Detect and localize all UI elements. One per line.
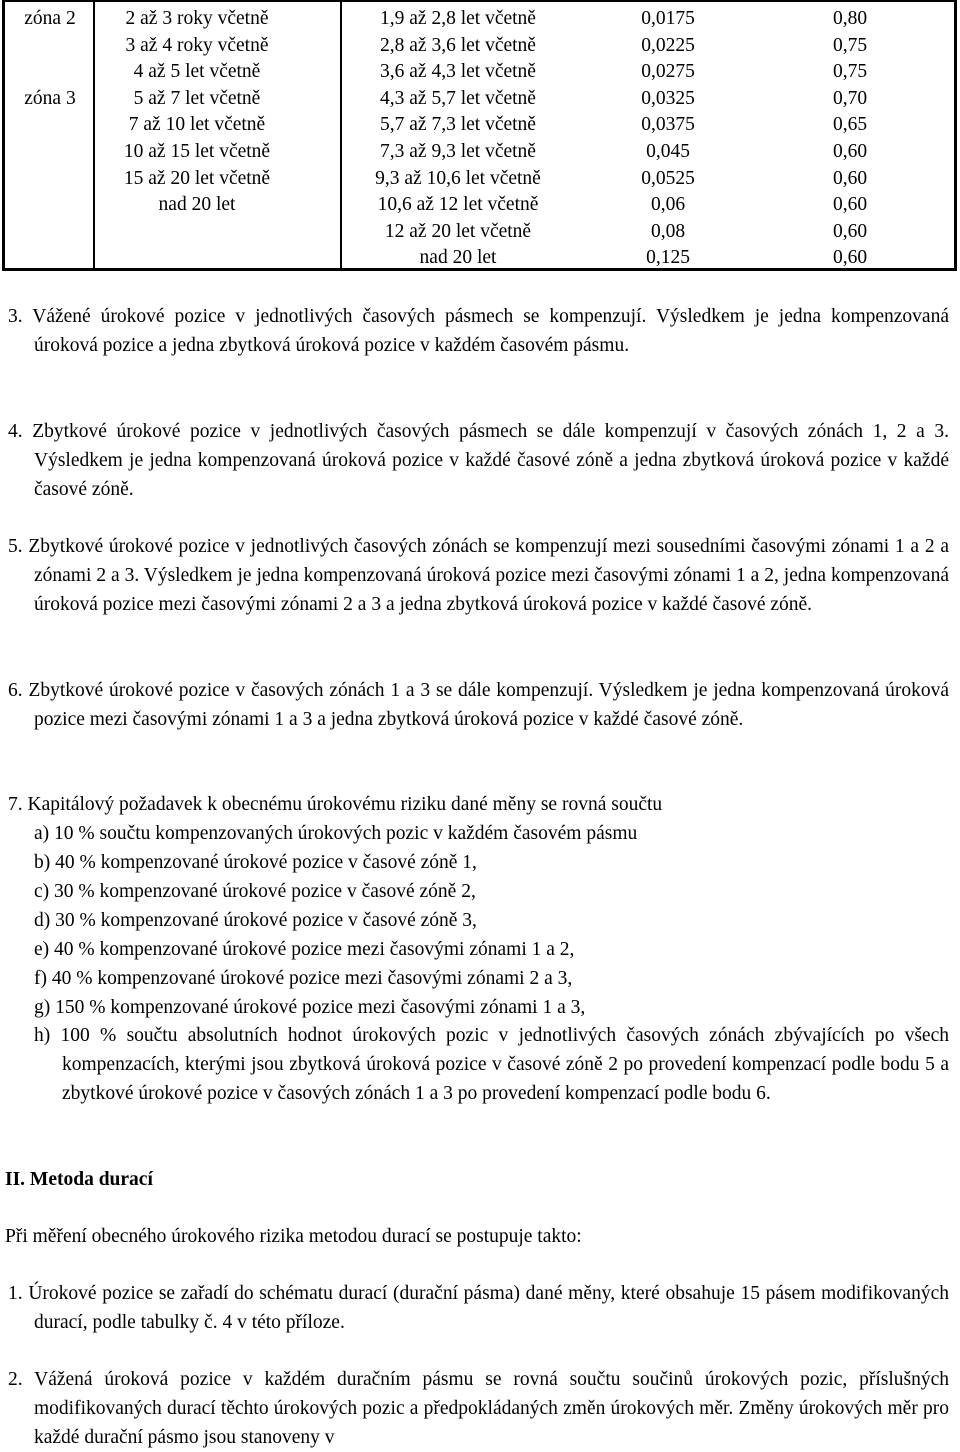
table-cell: 2,8 až 3,6 let včetně — [380, 34, 536, 56]
table-cell: 0,60 — [832, 220, 868, 242]
section-heading: II. Metoda durací — [5, 1169, 153, 1190]
table-cell: 0,60 — [832, 140, 868, 162]
list-item-c: c) 30 % kompenzované úrokové pozice v časové zóně 2, — [34, 881, 476, 902]
table-cell: 0,80 — [832, 8, 868, 29]
table-cell: 9,3 až 10,6 let včetně — [375, 167, 541, 189]
interest-rate-table — [2, 0, 957, 271]
table-cell: 2 až 3 roky včetně — [125, 8, 269, 29]
table-cell: 0,08 — [650, 220, 686, 242]
paragraph-4: 4. Zbytkové úrokové pozice v jednotlivých časových pásmech se dále kompenzují v časových zónách 1, 2 a 3. Výsledkem je jedna kompenzovaná úroková pozice v každé časové zóně a jedna zbytková úroková pozice v každé časové zóně. — [8, 421, 949, 500]
table-cell: 4 až 5 let včetně — [133, 61, 261, 83]
zone-label: zóna 2 — [24, 8, 76, 29]
table-cell: 5,7 až 7,3 let včetně — [380, 114, 536, 136]
table-cell: 0,65 — [832, 114, 868, 136]
table-cell: nad 20 let — [158, 194, 236, 216]
list-item-g: g) 150 % kompenzované úrokové pozice mezi časovými zónami 1 a 3, — [34, 997, 586, 1018]
table-cell: 1,9 až 2,8 let včetně — [380, 8, 536, 29]
duration-paragraph-1: 1. Úrokové pozice se zařadí do schématu durací (durační pásma) dané měny, které obsahuje 15 pásem modifikovaných durací, podle tabulky č. 4 v této příloze. — [8, 1283, 949, 1333]
table-cell: 5 až 7 let včetně — [133, 87, 261, 109]
table-cell: 0,045 — [646, 140, 690, 162]
zone-label: zóna 3 — [24, 88, 76, 109]
table-cell: 0,0275 — [641, 61, 695, 83]
table-cell: 0,125 — [646, 247, 690, 269]
list-item-e: e) 40 % kompenzované úrokové pozice mezi časovými zónami 1 a 2, — [34, 939, 575, 960]
table-cell: 0,0175 — [641, 8, 695, 29]
section-intro: Při měření obecného úrokového rizika metodou durací se postupuje takto: — [5, 1226, 582, 1247]
table-cell: 0,70 — [832, 87, 868, 109]
table-cell: 12 až 20 let včetně — [384, 220, 532, 242]
table-cell: 0,06 — [650, 194, 686, 216]
list-item-f: f) 40 % kompenzované úrokové pozice mezi časovými zónami 2 a 3, — [34, 968, 573, 989]
table-cell: 3,6 až 4,3 let včetně — [380, 61, 536, 83]
table-cell: 0,60 — [832, 247, 868, 269]
table-cell: 7,3 až 9,3 let včetně — [380, 140, 536, 162]
table-cell: 0,75 — [832, 34, 868, 56]
table-cell: 0,75 — [832, 61, 868, 83]
list-item-d: d) 30 % kompenzované úrokové pozice v časové zóně 3, — [34, 910, 477, 931]
table-cell: 0,0375 — [641, 114, 695, 136]
paragraph-3: 3. Vážené úrokové pozice v jednotlivých časových pásmech se kompenzují. Výsledkem je jedna kompenzovaná úroková pozice a jedna zbytková úroková pozice v každém časovém pásmu. — [8, 306, 949, 356]
table-cell: 0,0525 — [641, 167, 695, 189]
table-cell: 3 až 4 roky včetně — [125, 34, 269, 56]
table-cell: 0,0225 — [641, 34, 695, 56]
table-cell: 0,60 — [832, 167, 868, 189]
table-cell: 4,3 až 5,7 let včetně — [380, 87, 536, 109]
rate-change-column — [603, 6, 733, 272]
list-item-a: a) 10 % součtu kompenzovaných úrokových pozic v každém časovém pásmu — [34, 823, 638, 844]
table-cell: nad 20 let — [419, 247, 497, 269]
table-cell: 10,6 až 12 let včetně — [377, 194, 539, 216]
table-cell: 15 až 20 let včetně — [123, 167, 271, 189]
table-cell: 10 až 15 let včetně — [123, 140, 271, 162]
list-item-b: b) 40 % kompenzované úrokové pozice v časové zóně 1, — [34, 852, 477, 873]
paragraph-5: 5. Zbytkové úrokové pozice v jednotlivých časových zónách se kompenzují mezi sousedními časovými zónami 1 a 2 a zónami 2 a 3. Výsledkem je jedna kompenzovaná úroková pozice mezi časovými zónami 1 a 2, jedna kompenzovaná úroková pozice mezi časovými zónami 2 a 3 a jedna zbytková úroková pozice v každé časové zóně. — [8, 536, 949, 615]
maturity-column-2 — [343, 6, 573, 272]
table-cell: 7 až 10 let včetně — [128, 114, 266, 136]
table-cell: 0,60 — [832, 194, 868, 216]
weight-column — [785, 6, 915, 272]
list-item-h: h) 100 % součtu absolutních hodnot úrokových pozic v jednotlivých časových zónách zbývajících po všech kompenzacích, kterými jsou zbytková úroková pozice v časové zóně 2 po provedení kompenzací podle bodu 5 a zbytkové úrokové pozice v časových zónách 1 a 3 po provedení kompenzací podle bodu 6. — [34, 1025, 949, 1104]
duration-paragraph-2: 2. Vážená úroková pozice v každém duračním pásmu se rovná součtu součinů úrokových pozic, příslušných modifikovaných durací těchto úrokových pozic a předpokládaných změn úrokových měr. Změny úrokových měr pro každé durační pásmo jsou stanoveny v — [8, 1369, 949, 1448]
paragraph-6: 6. Zbytkové úrokové pozice v časových zónách 1 a 3 se dále kompenzují. Výsledkem je jedna kompenzovaná úroková pozice mezi časovými zónami 1 a 3 a jedna zbytková úroková pozice v každé časové zóně. — [8, 680, 949, 730]
maturity-column — [95, 6, 299, 219]
table-cell: 0,0325 — [641, 87, 695, 109]
column-divider — [340, 2, 342, 268]
paragraph-7: 7. Kapitálový požadavek k obecnému úrokovému riziku dané měny se rovná součtu — [8, 794, 663, 815]
